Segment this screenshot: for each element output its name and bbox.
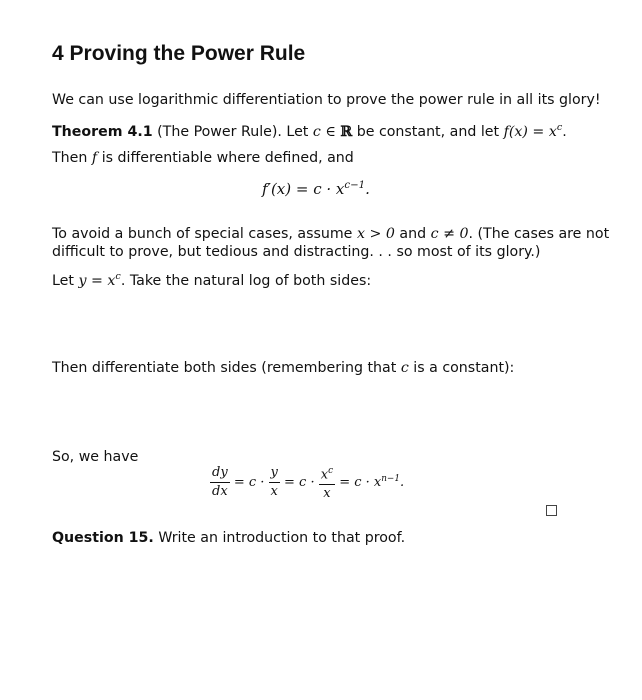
section-title: 4 Proving the Power Rule: [52, 42, 306, 65]
theorem-in: ∈: [325, 123, 336, 140]
assumption-line-2: difficult to prove, but tedious and distracting. . . so most of its glory.): [52, 244, 541, 260]
so-we-have: So, we have: [52, 449, 139, 465]
differentiate-paragraph: Then differentiate both sides (remembering that c is a constant):: [52, 360, 515, 376]
derivative-formula: $\frac{dy}{dx}$ = c · $\frac{y}{x}$ = c · $\frac{x^c}{x}$ = $c \cdot x^{n-1}$.: [210, 462, 404, 503]
assumption-line-1: To avoid a bunch of special cases, assume x > 0 and c ≠ 0. (The cases are not: [52, 226, 610, 242]
theorem-label: Theorem 4.1: [52, 123, 153, 140]
y-over-x-fraction: $\frac{y}{x}$: [270, 465, 278, 500]
question-text: Write an introduction to that proof.: [158, 530, 406, 546]
power-rule-formula: $f'(x) = c \cdot x^{c-1}$.: [262, 180, 370, 199]
question-label: Question 15.: [52, 530, 154, 546]
theorem-f-def: $f(x) = x^c$: [503, 122, 563, 140]
dy-dx-fraction: $\frac{dy}{dx}$: [212, 465, 228, 500]
theorem-const: be constant, and let: [356, 123, 500, 140]
theorem-reals: ℝ: [340, 123, 353, 140]
theorem-name: (The Power Rule).: [157, 123, 282, 140]
theorem-line-2: Then f is differentiable where defined, and: [52, 150, 354, 166]
theorem-line-1: [52, 122, 567, 140]
qed-box: [546, 505, 557, 516]
theorem-period: .: [562, 123, 567, 140]
theorem-c: c: [312, 123, 321, 140]
intro-paragraph: We can use logarithmic differentiation to prove the power rule in all its glory!: [52, 92, 601, 108]
xc-over-x-fraction: $\frac{x^c}{x}$: [319, 462, 335, 503]
theorem-f: f: [91, 150, 98, 166]
let-y-paragraph: Let $y = x^c$. Take the natural log of both sides:: [52, 271, 372, 289]
question-15: [52, 530, 405, 546]
theorem-let: Let: [286, 123, 309, 140]
